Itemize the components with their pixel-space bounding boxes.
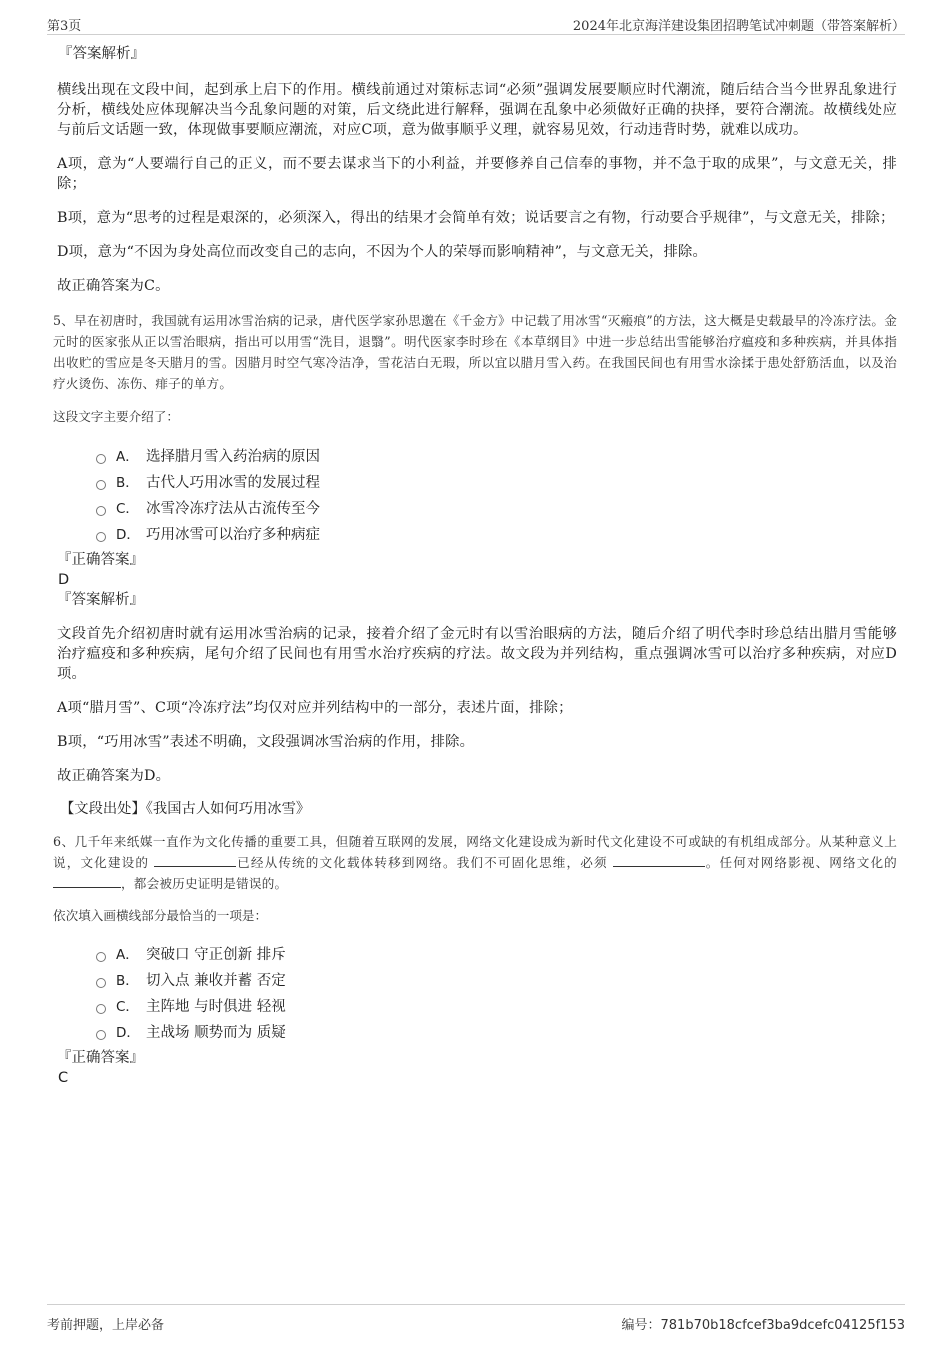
fill-blank-2 — [613, 852, 705, 867]
radio-icon[interactable] — [96, 480, 106, 490]
document-serial: 编号：781b70b18cfcef3ba9dcefc04125f153 — [621, 1318, 905, 1333]
passage-source: 【文段出处】《我国古人如何巧用冰雪》 — [60, 801, 311, 817]
radio-icon[interactable] — [96, 454, 106, 464]
radio-icon[interactable] — [96, 1004, 106, 1014]
options-list — [96, 444, 897, 548]
option-d[interactable]: D． 主战场 顺势而为 质疑 — [96, 1020, 897, 1046]
q4-explanation — [57, 44, 897, 296]
explain-paragraph: B项，“巧用冰雪”表述不明确，文段强调冰雪治病的作用，排除。 — [57, 734, 475, 750]
fill-blank-3 — [53, 873, 121, 888]
explain-paragraph: 横线出现在文段中间，起到承上启下的作用。横线前通过对策标志词“必须”强调发展要顺应时代潮流，随后结合当今世界乱象进行分析，横线处应体现解决当今乱象问题的对策，后文绕此进行解释，强调在乱象中必须做好正确的抉择，要符合潮流。故横线处应与前后文话题一致，体现做事要顺应潮流，对应C项，意为做事顺乎义理，就容易见效，行动违背时势，就难以成功。 — [57, 82, 897, 138]
option-d[interactable]: D． 巧用冰雪可以治疗多种病症 — [96, 522, 897, 548]
explain-paragraph: D项，意为“不因为身处高位而改变自己的志向，不因为个人的荣辱而影响精神”，与文意无关，排除。 — [57, 244, 708, 260]
explain-paragraph: A项“腊月雪”、C项“冷冻疗法”均仅对应并列结构中的一部分，表述片面，排除； — [57, 700, 573, 716]
page-footer — [47, 1304, 905, 1333]
radio-icon[interactable] — [96, 978, 106, 988]
question-prompt: 这段文字主要介绍了： — [53, 409, 179, 424]
page-number: 第3页 — [47, 19, 82, 34]
fill-blank-1 — [154, 852, 236, 867]
explain-conclusion: 故正确答案为C。 — [57, 278, 170, 294]
explain-label: 『答案解析』 — [57, 592, 144, 608]
radio-icon[interactable] — [96, 506, 106, 516]
answer-label: 『正确答案』 — [57, 1050, 144, 1066]
page-content — [53, 44, 897, 1088]
explain-paragraph: B项，意为“思考的过程是艰深的，必须深入，得出的结果才会简单有效；说话要言之有物，行动要合乎规律”，与文意无关，排除； — [57, 210, 895, 226]
option-c[interactable]: C． 主阵地 与时俱进 轻视 — [96, 994, 897, 1020]
explain-paragraph: A项，意为“人要端行自己的正义，而不要去谋求当下的小利益，并要修养自己信奉的事物，并不急于取的成果”，与文意无关，排除； — [57, 156, 897, 192]
answer-value: D — [58, 572, 70, 588]
question-stem: 5、早在初唐时，我国就有运用冰雪治病的记录，唐代医学家孙思邈在《千金方》中记载了用冰雪“灭瘢痕”的方法，这大概是史载最早的冷冻疗法。金元时的医家张从正以雪治眼病，指出可以用雪“洗目，退翳”。明代医家李时珍在《本草纲目》中进一步总结出雪能够治疗瘟疫和多种疾病，并具体指出收贮的雪应是冬天腊月的雪。因腊月时空气寒冷洁净，雪花洁白无瑕，所以宜以腊月雪入药。在我国民间也有用雪水涂揉于患处舒筋活血，以及治疗火烫伤、冻伤、痱子的单方。 — [53, 313, 897, 391]
question-prompt: 依次填入画横线部分最恰当的一项是： — [53, 908, 268, 923]
radio-icon[interactable] — [96, 1030, 106, 1040]
explain-conclusion: 故正确答案为D。 — [57, 768, 171, 784]
question-6 — [53, 831, 897, 1088]
options-list — [96, 942, 897, 1046]
question-5 — [53, 310, 897, 819]
option-a[interactable]: A． 突破口 守正创新 排斥 — [96, 942, 897, 968]
page-header — [47, 12, 905, 35]
question-stem: 6、几千年来纸媒一直作为文化传播的重要工具，但随着互联网的发展，网络文化建设成为新时代文化建设不可或缺的有机组成部分。从某种意义上说，文化建设的 已经从传统的文化载体转移到网络。我们不可固化思维，必须 。任何对网络影视、网络文化的 ，都会被历史证明是错误的。 — [53, 834, 897, 891]
option-a[interactable]: A． 选择腊月雪入药治病的原因 — [96, 444, 897, 470]
radio-icon[interactable] — [96, 952, 106, 962]
radio-icon[interactable] — [96, 532, 106, 542]
answer-value: C — [58, 1070, 69, 1086]
option-b[interactable]: B． 切入点 兼收并蓄 否定 — [96, 968, 897, 994]
explain-paragraph: 文段首先介绍初唐时就有运用冰雪治病的记录，接着介绍了金元时有以雪治眼病的方法，随后介绍了明代李时珍总结出腊月雪能够治疗瘟疫和多种疾病，尾句介绍了民间也有用雪水治疗疾病的疗法。故文段为并列结构，重点强调冰雪可以治疗多种疾病，对应D项。 — [57, 626, 897, 682]
answer-label: 『正确答案』 — [57, 552, 144, 568]
document-title: 2024年北京海洋建设集团招聘笔试冲刺题（带答案解析） — [572, 19, 905, 34]
option-c[interactable]: C． 冰雪冷冻疗法从古流传至今 — [96, 496, 897, 522]
explain-label: 『答案解析』 — [58, 46, 145, 62]
option-b[interactable]: B． 古代人巧用冰雪的发展过程 — [96, 470, 897, 496]
footer-slogan: 考前押题，上岸必备 — [47, 1318, 165, 1333]
